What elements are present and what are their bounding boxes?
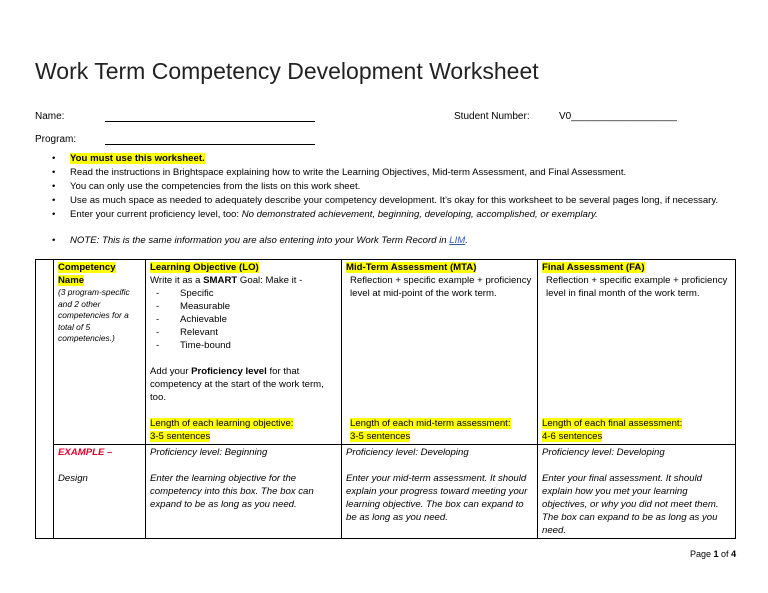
- example-fa-text: Enter your final assessment. It should explain how you met your learning objectives, or why you did not meet them. The box can expand to be as long as you need.: [542, 473, 719, 536]
- list-item: • You must use this worksheet.: [52, 153, 205, 164]
- example-fa-proficiency: Proficiency level: Developing: [542, 447, 665, 458]
- lo-text: Write it as a: [150, 275, 204, 286]
- page-total: 4: [731, 549, 737, 559]
- list-item: - Time-bound: [156, 340, 231, 351]
- example-lo-cell[interactable]: [146, 445, 342, 539]
- lim-link[interactable]: LIM: [449, 235, 466, 246]
- page-word: Page: [690, 549, 714, 559]
- page-of: of: [718, 549, 732, 559]
- lo-text: for that competency at the start of the work term, too.: [150, 366, 324, 403]
- note-text: NOTE: This is the same information you are also entering into your Work Term Record in: [70, 235, 450, 246]
- instruction-text: Use as much space as needed to adequately describe your competency development. It’s okay for this worksheet to be several pages long, if necessary.: [70, 195, 719, 206]
- proficiency-instruction: [150, 365, 337, 404]
- competency-header-sub: (3 program-specific and 2 other competencies for a total of 5 competencies.): [58, 287, 130, 343]
- page-current: 1: [713, 549, 719, 559]
- proficiency-level-text: Proficiency level: [191, 366, 267, 377]
- instruction-text: Read the instructions in Brightspace explaining how to write the Learning Objectives, Mid-term Assessment, and Final Assessment.: [70, 167, 627, 178]
- example-label: EXAMPLE –: [58, 447, 113, 458]
- proficiency-levels-text: No demonstrated achievement, beginning, developing, accomplished, or exemplary.: [241, 209, 598, 220]
- smart-item: Relevant: [180, 327, 218, 338]
- mta-header: [342, 260, 538, 445]
- page-title: Work Term Competency Development Worksheet: [35, 58, 539, 84]
- example-fa-cell[interactable]: [538, 445, 736, 539]
- fa-desc: Reflection + specific example + proficiency level in final month of the work term.: [546, 275, 728, 299]
- smart-item: Measurable: [180, 301, 231, 312]
- mta-length-value: 3-5 sentences: [350, 431, 411, 442]
- instructions-list: [52, 152, 752, 248]
- student-number-field[interactable]: V0___________________: [559, 111, 677, 122]
- lo-header: [146, 260, 342, 445]
- list-item: • Read the instructions in Brightspace explaining how to write the Learning Objectives, Mid-term Assessment, and Final Assessment.: [52, 167, 627, 178]
- lo-length-label: Length of each learning objective:: [150, 418, 294, 429]
- instruction-required: You must use this worksheet.: [70, 153, 205, 164]
- note-end: .: [465, 235, 468, 246]
- example-mta-proficiency: Proficiency level: Developing: [346, 447, 469, 458]
- fa-length-label: Length of each final assessment:: [542, 418, 683, 429]
- example-mta-text: Enter your mid-term assessment. It should explain your progress toward meeting your learning objective. The box can expand to be as long as you need.: [346, 473, 528, 523]
- lo-length-value: 3-5 sentences: [150, 431, 211, 442]
- competency-header-title: Competency Name: [58, 262, 116, 286]
- list-item: - Relevant: [156, 327, 218, 338]
- note-item: • NOTE: This is the same information you are also entering into your Work Term Record in LIM.: [52, 235, 468, 246]
- mta-header-title: Mid-Term Assessment (MTA): [346, 262, 477, 273]
- smart-item: Specific: [180, 288, 214, 299]
- mta-length-label: Length of each mid-term assessment:: [350, 418, 511, 429]
- lo-header-title: Learning Objective (LO): [150, 262, 259, 273]
- competency-table: [35, 259, 736, 539]
- page-number: [690, 549, 736, 559]
- lo-text: Add your: [150, 366, 192, 377]
- example-mta-cell[interactable]: [342, 445, 538, 539]
- list-item: - Achievable: [156, 314, 227, 325]
- example-competency: Design: [58, 473, 88, 484]
- name-label: Name:: [35, 111, 65, 122]
- list-item: - Measurable: [156, 301, 231, 312]
- mta-desc: Reflection + specific example + proficiency level at mid-point of the work term.: [350, 275, 532, 299]
- list-item: • Enter your current proficiency level, too: No demonstrated achievement, beginning, developing, accomplished, or exemplary.: [52, 209, 598, 220]
- instruction-text: You can only use the competencies from the lists on this work sheet.: [70, 181, 361, 192]
- table-header-row: [36, 260, 736, 445]
- example-lo-proficiency: Proficiency level: Beginning: [150, 447, 268, 458]
- competency-header: [54, 260, 146, 445]
- fa-header-title: Final Assessment (FA): [542, 262, 645, 273]
- example-competency-cell[interactable]: [54, 445, 146, 539]
- instruction-text: Enter your current proficiency level, too:: [70, 209, 242, 220]
- lo-text: Goal: Make it -: [237, 275, 303, 286]
- fa-header: [538, 260, 736, 445]
- smart-item: Achievable: [180, 314, 227, 325]
- program-field[interactable]: [105, 144, 315, 145]
- smart-text: SMART: [203, 275, 238, 286]
- name-field[interactable]: [105, 121, 315, 122]
- example-lo-text: Enter the learning objective for the competency into this box. The box can expand to be as long as you need.: [150, 473, 314, 510]
- table-row: [36, 445, 736, 539]
- student-number-label: Student Number:: [454, 111, 530, 122]
- list-item: - Specific: [156, 288, 214, 299]
- smart-item: Time-bound: [180, 340, 231, 351]
- program-label: Program:: [35, 134, 77, 145]
- fa-length-value: 4-6 sentences: [542, 431, 603, 442]
- list-item: • Use as much space as needed to adequately describe your competency development. It’s okay for this worksheet to be several pages long, if necessary.: [52, 195, 719, 206]
- list-item: • You can only use the competencies from the lists on this work sheet.: [52, 181, 361, 192]
- margin-cell: [36, 260, 54, 539]
